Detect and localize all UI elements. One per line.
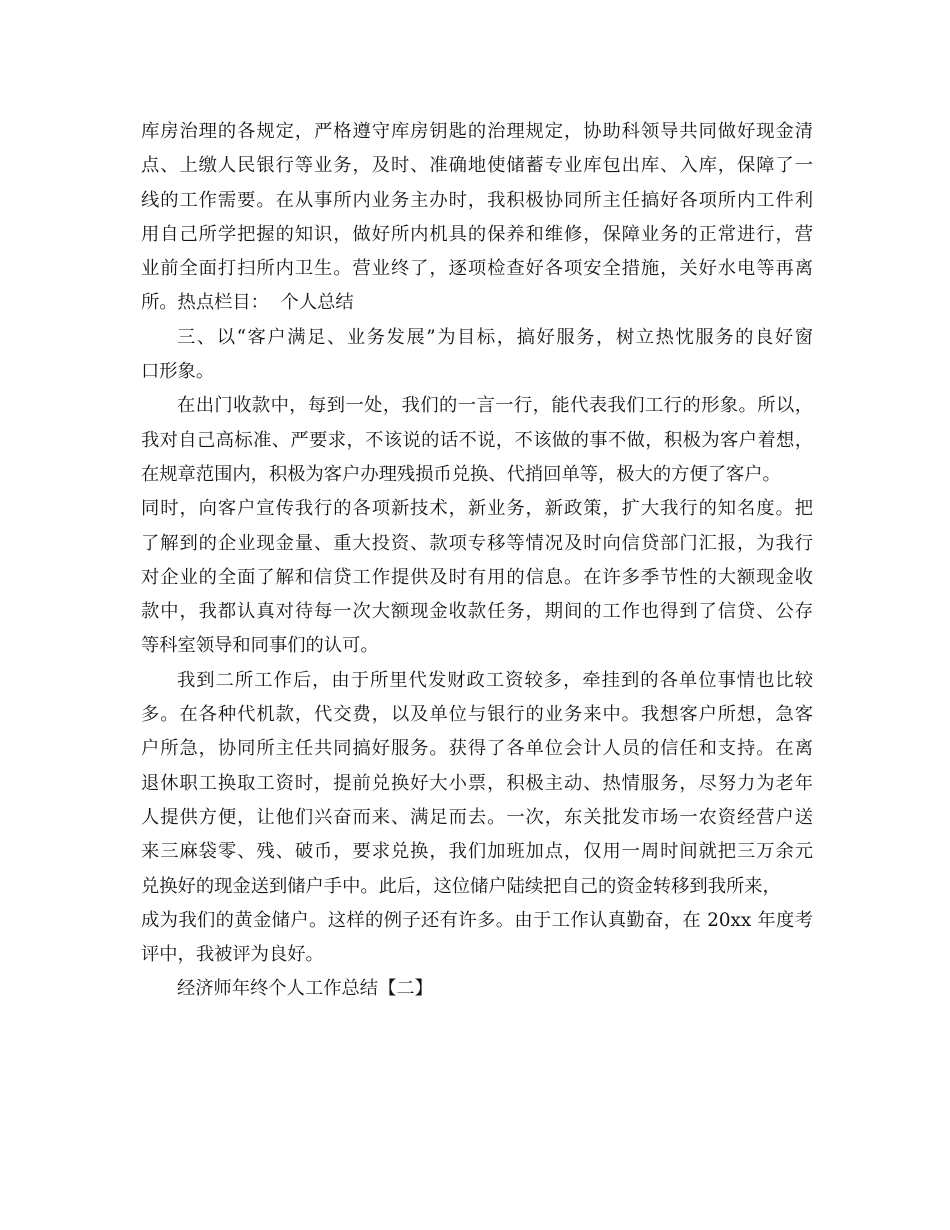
document-body: [141, 115, 813, 1007]
text-line: 库房治理的各规定，严格遵守库房钥匙的治理规定，协助科领导共同做好现金清: [141, 121, 813, 142]
text-line: 点、上缴人民银行等业务，及时、准确地使储蓄专业库包出库、入库，保障了一: [141, 155, 813, 177]
text-line: 口形象。: [141, 361, 215, 383]
text-line: 人提供方便，让他们兴奋而来、满足而去。一次，东关批发市场一农资经营户送: [141, 806, 813, 828]
text-line: 用自己所学把握的知识，做好所内机具的保养和维修，保障业务的正常进行，营: [141, 223, 813, 245]
paragraph-first-line: 我到二所工作后，由于所里代发财政工资较多，牵挂到的各单位事情也比较: [177, 669, 813, 691]
paragraph-first-line: 在出门收款中，每到一处，我们的一言一行，能代表我们工行的形象。所以，: [177, 395, 813, 417]
text-line: 款中，我都认真对待每一次大额现金收款任务，期间的工作也得到了信贷、公存: [141, 601, 813, 623]
text-line: 户所急，协同所主任共同搞好服务。获得了各单位会计人员的信任和支持。在离: [141, 738, 813, 760]
text-line: 同时，向客户宣传我行的各项新技术，新业务，新政策，扩大我行的知名度。把: [141, 498, 813, 520]
text-line: 兑换好的现金送到储户手中。此后，这位储户陆续把自己的资金转移到我所来，: [141, 875, 781, 897]
text-line: 在规章范围内，积极为客户办理残损币兑换、代捎回单等，极大的方便了客户。: [141, 463, 781, 485]
text-line: 等科室领导和同事们的认可。: [141, 635, 379, 657]
section-heading: 三、以“客户满足、业务发展”为目标，搞好服务，树立热忱服务的良好窗: [177, 326, 813, 348]
text-line: 对企业的全面了解和信贷工作提供及时有用的信息。在许多季节性的大额现金收: [141, 566, 813, 588]
text-line: 线的工作需要。在从事所内业务主办时，我积极协同所主任搞好各项所内工件利: [141, 189, 813, 211]
text-line: 退休职工换取工资时，提前兑换好大小票，积极主动、热情服务，尽努力为老年: [141, 772, 813, 794]
text-line: 业前全面打扫所内卫生。营业终了，逐项检查好各项安全措施，关好水电等再离: [141, 258, 813, 280]
text-line: 成为我们的黄金储户。这样的例子还有许多。由于工作认真勤奋，在 20xx 年度考: [141, 909, 813, 931]
text-line: 评中，我被评为良好。: [141, 944, 324, 966]
text-line: 了解到的企业现金量、重大投资、款项专移等情况及时向信贷部门汇报，为我行: [141, 532, 813, 554]
text-line: 所。热点栏目： 个人总结: [141, 292, 354, 314]
section-title: 经济师年终个人工作总结【二】: [177, 978, 433, 1000]
text-line: 我对自己高标准、严要求，不该说的话不说，不该做的事不做，积极为客户着想，: [141, 429, 813, 451]
text-line: 多。在各种代机款，代交费，以及单位与银行的业务来中。我想客户所想，急客: [141, 704, 813, 726]
text-line: 来三麻袋零、残、破币，要求兑换，我们加班加点，仅用一周时间就把三万余元: [141, 841, 813, 863]
